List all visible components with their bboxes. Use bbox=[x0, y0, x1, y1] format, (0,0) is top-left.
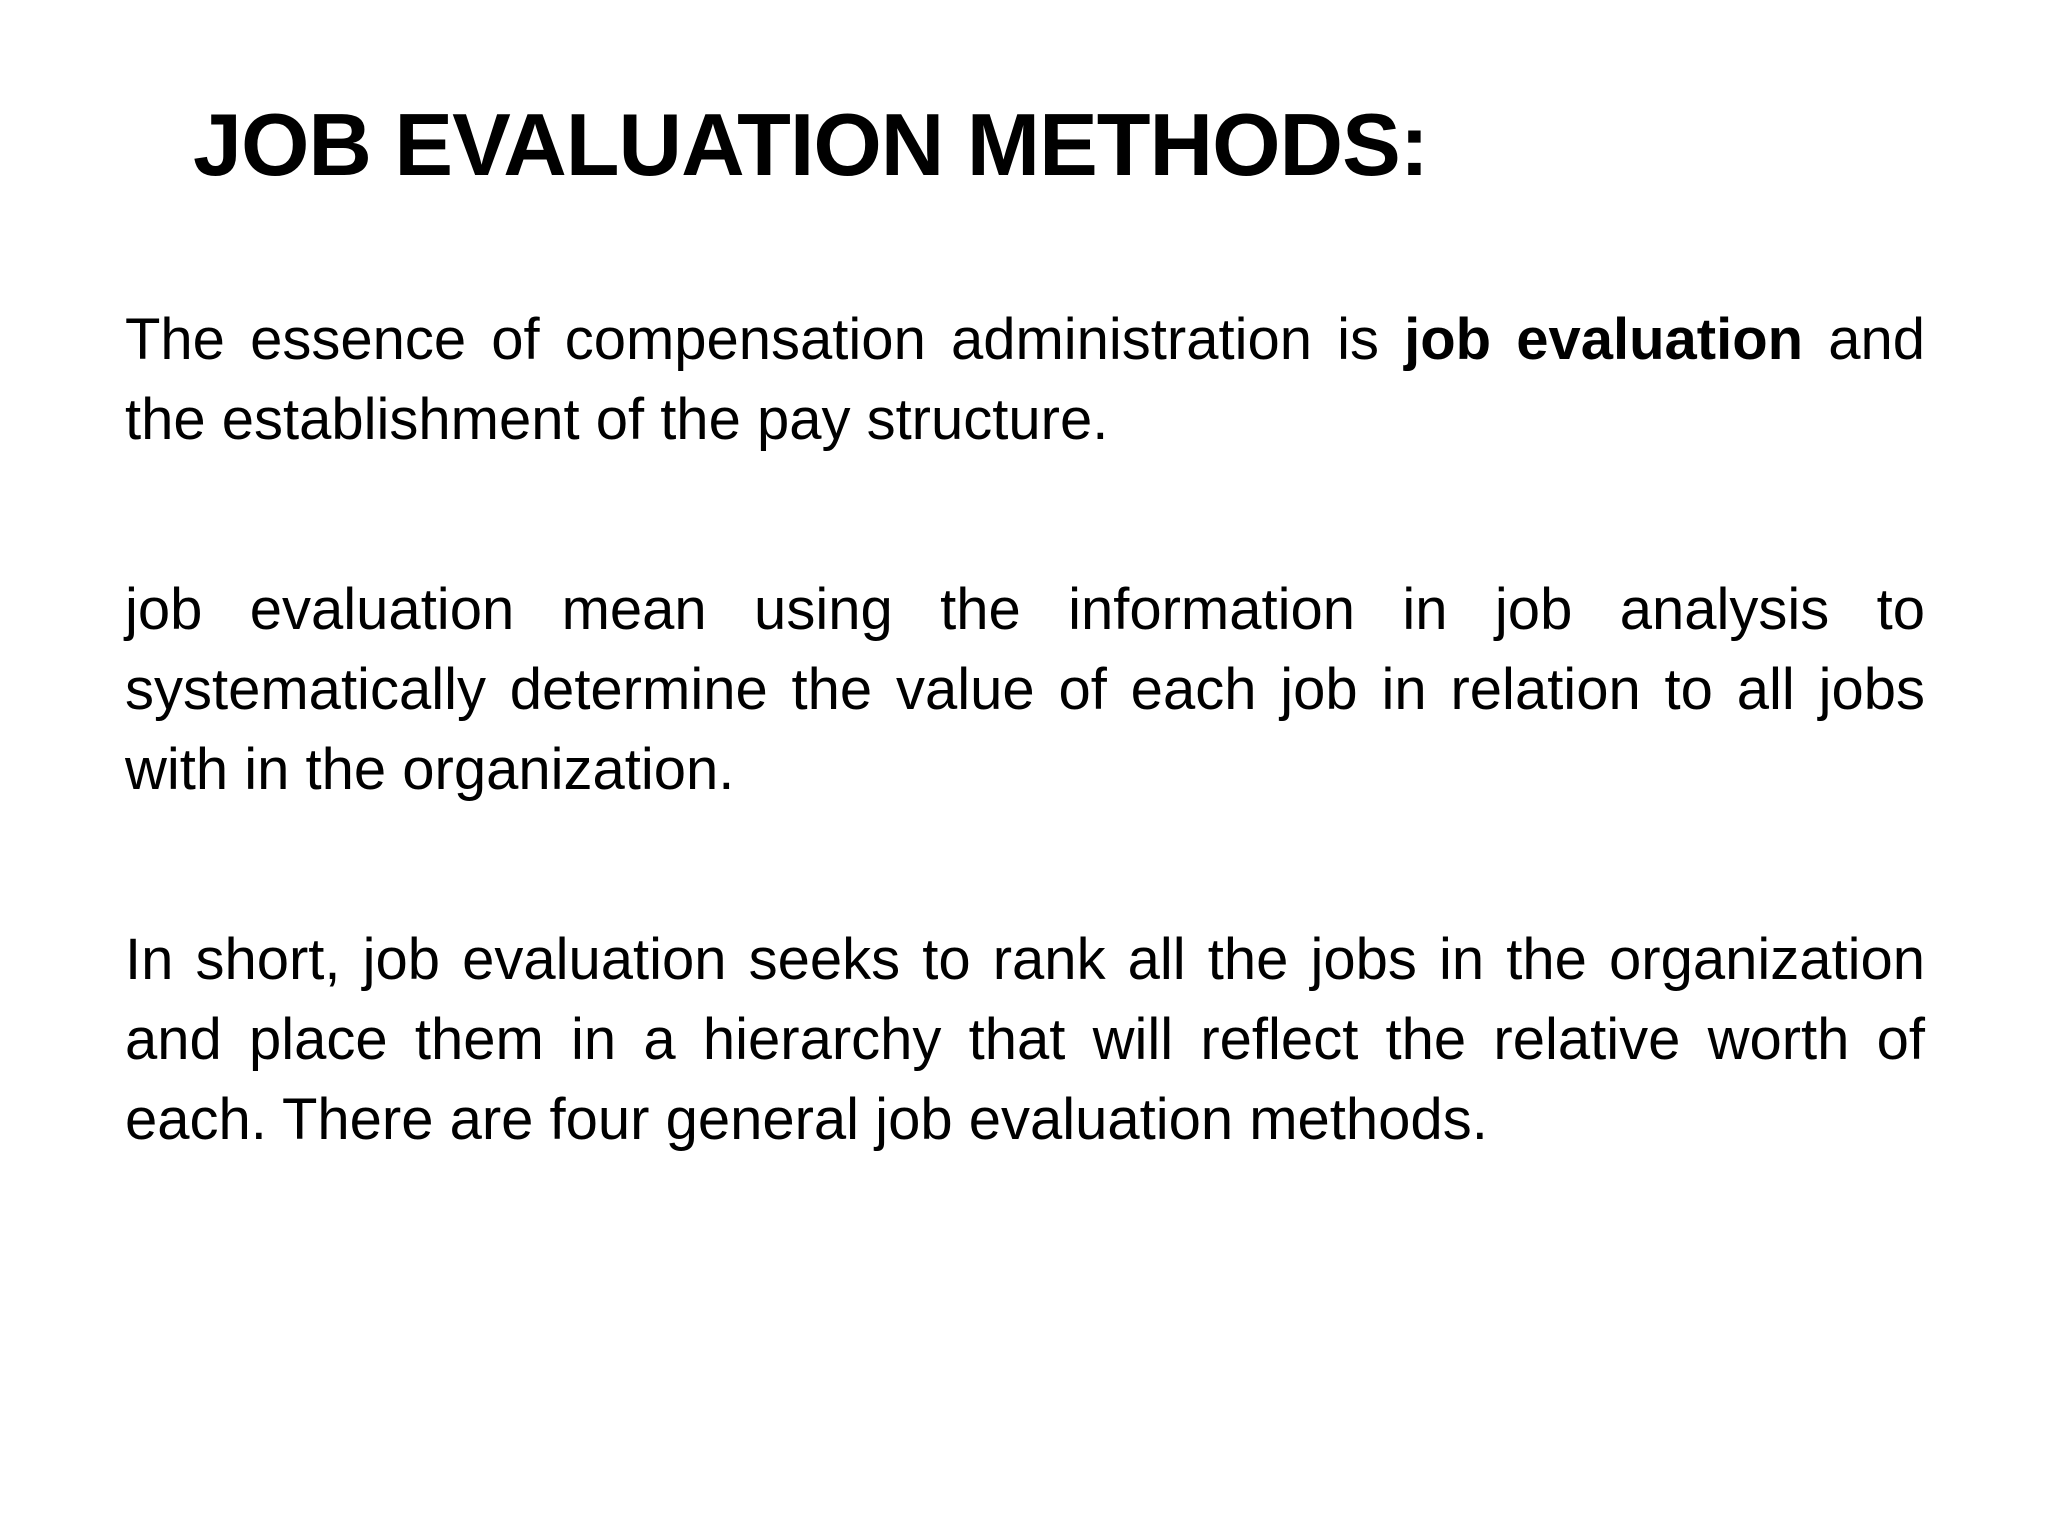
slide-body bbox=[125, 300, 1925, 1270]
paragraph-job-evaluation-summary: In short, job evaluation seeks to rank all the jobs in the organization and place them in a hierarchy that will reflect the relative worth of each. There are four general job evaluation methods. bbox=[125, 927, 1925, 1152]
paragraph-1-bold-term: job evaluation bbox=[1404, 307, 1804, 372]
slide-title: JOB EVALUATION METHODS: bbox=[193, 95, 1429, 194]
paragraph-1-text-after: and the establishment of the pay structure. bbox=[125, 307, 1925, 452]
paragraph-1-text-before: The essence of compensation administration is bbox=[125, 307, 1405, 372]
paragraph-compensation-essence bbox=[125, 300, 1925, 460]
paragraph-job-evaluation-definition: job evaluation mean using the information in job analysis to systematically determine the value of each job in relation to all jobs with in the organization. bbox=[125, 577, 1925, 802]
